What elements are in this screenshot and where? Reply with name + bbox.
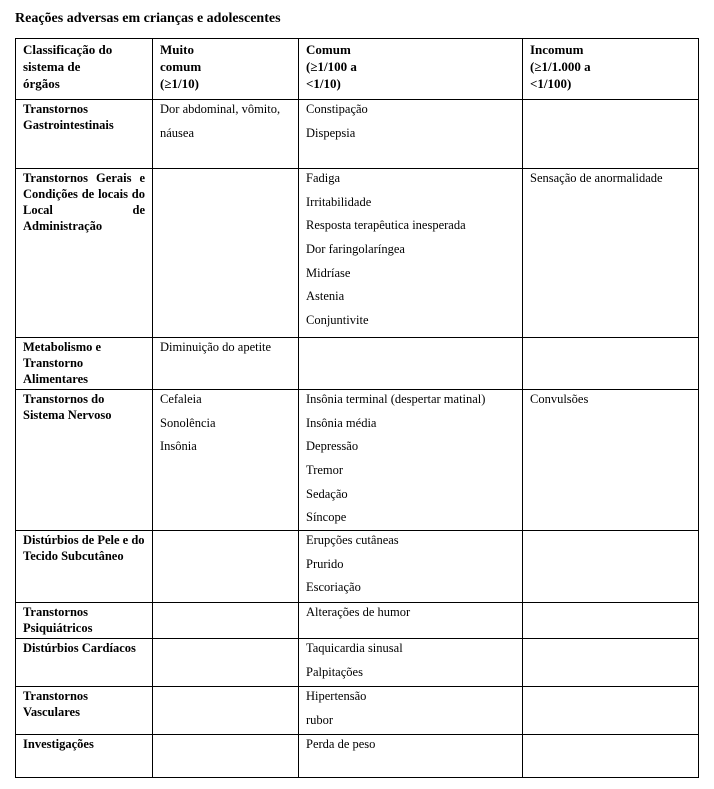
reaction-item: Síncope [306,510,347,525]
organ-class-cell: Transtornos Psiquiátricos [16,603,153,639]
table-row [16,531,699,603]
reaction-item: Insônia terminal (despertar matinal) [306,392,486,406]
table-row [16,603,699,639]
organ-class-cell: Transtornos Gastrointestinais [16,100,153,169]
organ-class-cell: Distúrbios de Pele e do Tecido Subcutâneo [16,531,153,603]
uncommon-cell [523,639,699,687]
organ-class-cell: Transtornos Vasculares [16,687,153,735]
common-cell [299,169,523,338]
header-common [299,39,523,100]
common-cell [299,735,523,778]
reaction-item: Insônia [160,439,197,454]
very-common-cell [153,639,299,687]
reaction-item: Dor abdominal, vômito, [160,102,281,116]
very-common-cell [153,100,299,169]
reaction-item: Palpitações [306,664,363,679]
very-common-cell [153,531,299,603]
adverse-reactions-table [15,38,699,778]
header-line: (≥1/1.000 a [530,59,591,74]
header-line: Incomum [530,42,584,57]
reaction-item: Sedação [306,486,348,501]
very-common-cell [153,735,299,778]
organ-class-cell: Distúrbios Cardíacos [16,639,153,687]
common-cell [299,100,523,169]
header-line: Classificação do [23,42,113,57]
uncommon-cell [523,100,699,169]
reaction-item: Sonolência [160,415,216,430]
header-line: Comum [306,42,351,57]
reaction-item: rubor [306,712,334,727]
very-common-cell [153,687,299,735]
reaction-item: Constipação [306,102,368,116]
reaction-item: Taquicardia sinusal [306,641,403,655]
table-row [16,735,699,778]
common-cell [299,687,523,735]
uncommon-cell [523,390,699,531]
very-common-cell [153,169,299,338]
very-common-cell [153,603,299,639]
reaction-item: Depressão [306,439,359,454]
very-common-cell [153,390,299,531]
reaction-item: Perda de peso [306,737,376,751]
organ-class-cell: Investigações [16,735,153,778]
table-row [16,639,699,687]
reaction-item: Insônia média [306,415,377,430]
table-title: Reações adversas em crianças e adolescentes [15,11,281,26]
table-row [16,687,699,735]
reaction-item: Dispepsia [306,125,356,140]
organ-class-cell: Transtornos do Sistema Nervoso [16,390,153,531]
reaction-item: náusea [160,125,195,140]
header-line: Muito [160,42,194,57]
reaction-item: Diminuição do apetite [160,340,272,354]
header-line: (≥1/10) [160,76,199,91]
reaction-item: Cefaleia [160,392,202,406]
header-line: sistema de [23,59,81,74]
uncommon-cell [523,531,699,603]
reaction-item: Conjuntivite [306,313,369,328]
header-line: (≥1/100 a [306,59,357,74]
reaction-item: Erupções cutâneas [306,533,399,547]
reaction-item: Astenia [306,289,345,304]
table-body [16,39,699,778]
reaction-item: Prurido [306,556,344,571]
uncommon-cell [523,169,699,338]
header-very-common [153,39,299,100]
header-line: <1/100) [530,76,572,91]
reaction-item: Sensação de anormalidade [530,171,663,185]
common-cell [299,603,523,639]
reaction-item: Irritabilidade [306,194,372,209]
common-cell [299,338,523,390]
header-line: órgãos [23,76,60,91]
reaction-item: Resposta terapêutica inesperada [306,218,466,233]
reaction-item: Alterações de humor [306,605,411,619]
reaction-item: Midríase [306,265,351,280]
common-cell [299,639,523,687]
reaction-item: Convulsões [530,392,589,406]
reaction-item: Fadiga [306,171,341,185]
reaction-item: Hipertensão [306,689,367,703]
uncommon-cell [523,603,699,639]
reaction-item: Dor faringolaríngea [306,242,405,257]
common-cell [299,390,523,531]
table-row [16,100,699,169]
common-cell [299,531,523,603]
header-organ-class [16,39,153,100]
reaction-item: Tremor [306,463,344,478]
very-common-cell [153,338,299,390]
organ-class-cell: Transtornos Gerais e Condições de locais do Local de Administração [16,169,153,338]
reaction-item: Escoriação [306,580,361,595]
uncommon-cell [523,735,699,778]
table-row [16,390,699,531]
header-row [16,39,699,100]
table-row [16,169,699,338]
header-line: comum [160,59,202,74]
uncommon-cell [523,338,699,390]
organ-class-cell: Metabolismo e Transtorno Alimentares [16,338,153,390]
uncommon-cell [523,687,699,735]
table-row [16,338,699,390]
header-line: <1/10) [306,76,341,91]
header-uncommon [523,39,699,100]
